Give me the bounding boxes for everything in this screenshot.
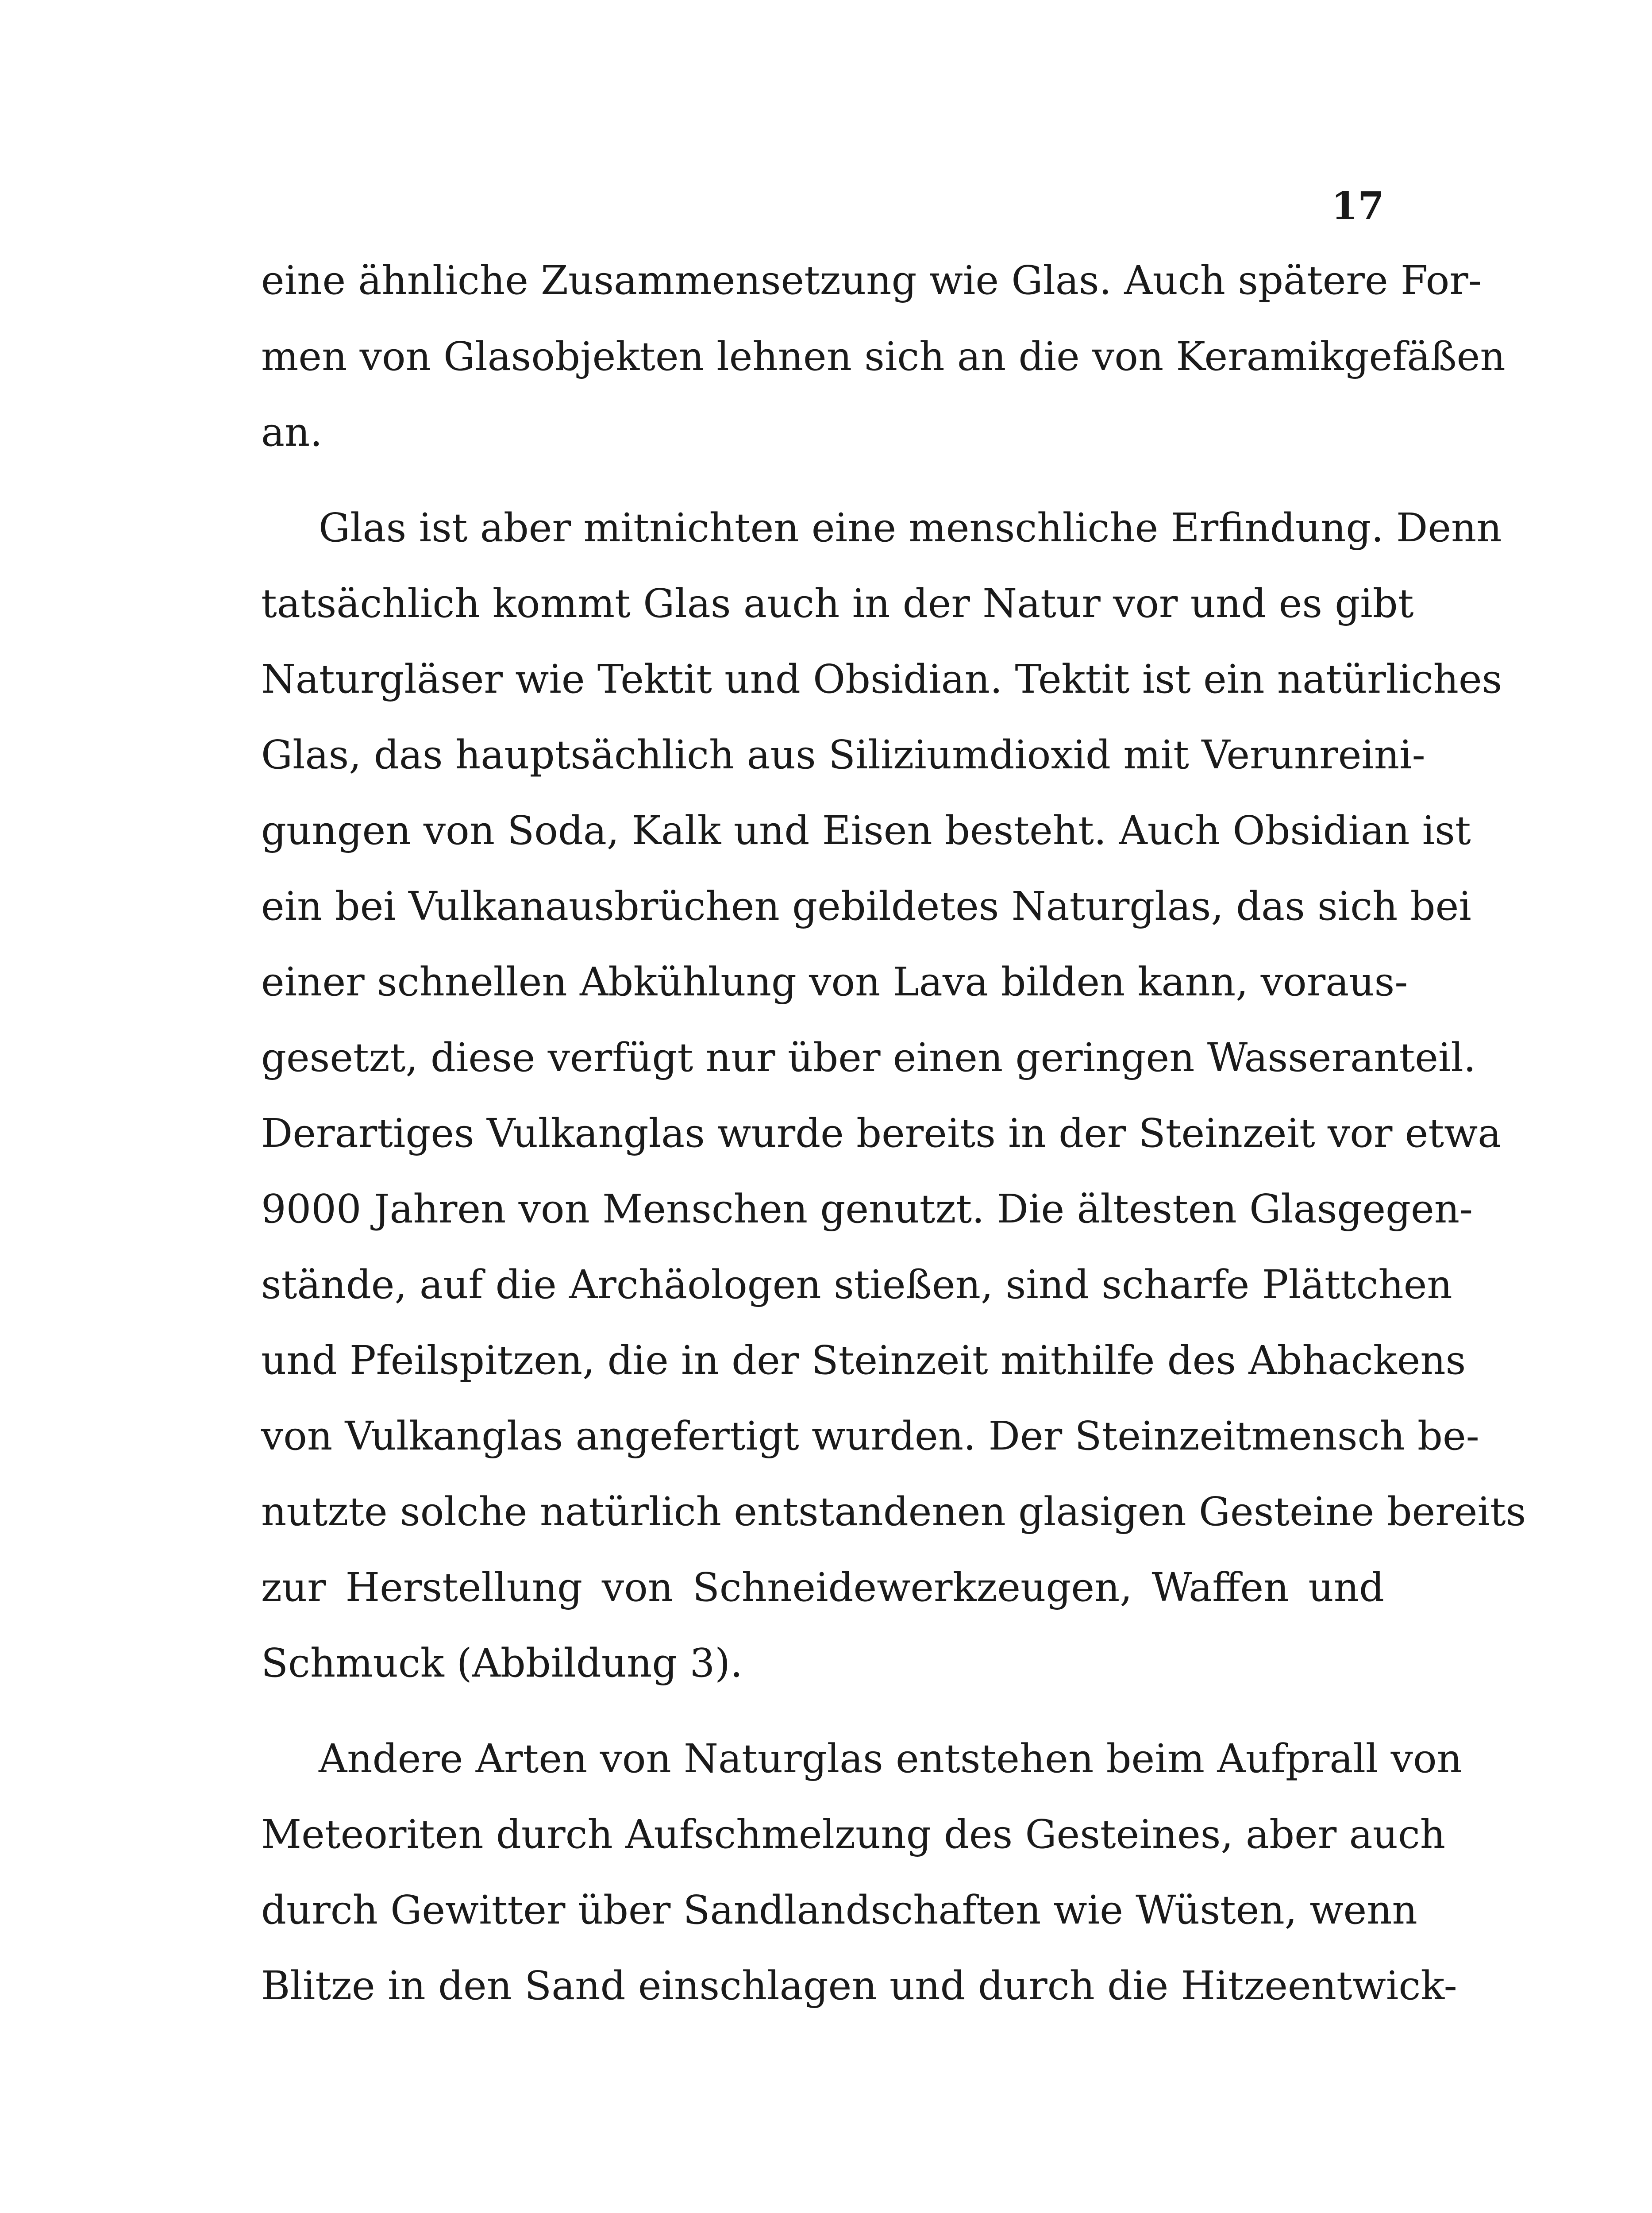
text-line: Naturgläser wie Tektit und Obsidian. Tektit ist ein natürliches bbox=[261, 656, 1502, 702]
text-line: zur Herstellung von Schneidewerkzeugen, Waffen und bbox=[261, 1564, 1384, 1610]
text-line: Derartiges Vulkanglas wurde bereits in der Steinzeit vor etwa bbox=[261, 1110, 1502, 1156]
text-line: men von Glasobjekten lehnen sich an die von Keramikgefäßen bbox=[261, 333, 1506, 379]
text-line: nutzte solche natürlich entstandenen glasigen Gesteine bereits bbox=[261, 1488, 1526, 1534]
text-line: Meteoriten durch Aufschmelzung des Gesteines, aber auch bbox=[261, 1811, 1446, 1857]
text-line: Glas ist aber mitnichten eine menschliche Erfindung. Denn bbox=[319, 505, 1502, 551]
text-line: ein bei Vulkanausbrüchen gebildetes Naturglas, das sich bei bbox=[261, 883, 1471, 929]
text-line: 9000 Jahren von Menschen genutzt. Die ältesten Glasgegen- bbox=[261, 1186, 1473, 1232]
text-line: einer schnellen Abkühlung von Lava bilden kann, voraus- bbox=[261, 959, 1408, 1005]
text-line: tatsächlich kommt Glas auch in der Natur vor und es gibt bbox=[261, 580, 1414, 626]
text-line: von Vulkanglas angefertigt wurden. Der Steinzeitmensch be- bbox=[261, 1413, 1479, 1459]
text-line: an. bbox=[261, 409, 323, 455]
text-line: stände, auf die Archäologen stießen, sind scharfe Plättchen bbox=[261, 1261, 1452, 1307]
text-line: Schmuck (Abbildung 3). bbox=[261, 1640, 743, 1686]
text-line: eine ähnliche Zusammensetzung wie Glas. Auch spätere For- bbox=[261, 257, 1482, 303]
text-line: gungen von Soda, Kalk und Eisen besteht. Auch Obsidian ist bbox=[261, 807, 1471, 853]
text-line: und Pfeilspitzen, die in der Steinzeit mithilfe des Abhackens bbox=[261, 1337, 1466, 1383]
text-line: Andere Arten von Naturglas entstehen beim Aufprall von bbox=[319, 1735, 1462, 1781]
text-line: Glas, das hauptsächlich aus Siliziumdioxid mit Verunreini- bbox=[261, 732, 1425, 778]
text-line: Blitze in den Sand einschlagen und durch die Hitzeentwick- bbox=[261, 1962, 1457, 2009]
page-number: 17 bbox=[1331, 184, 1384, 228]
text-line: gesetzt, diese verfügt nur über einen geringen Wasseranteil. bbox=[261, 1034, 1476, 1080]
text-line: durch Gewitter über Sandlandschaften wie Wüsten, wenn bbox=[261, 1887, 1417, 1933]
